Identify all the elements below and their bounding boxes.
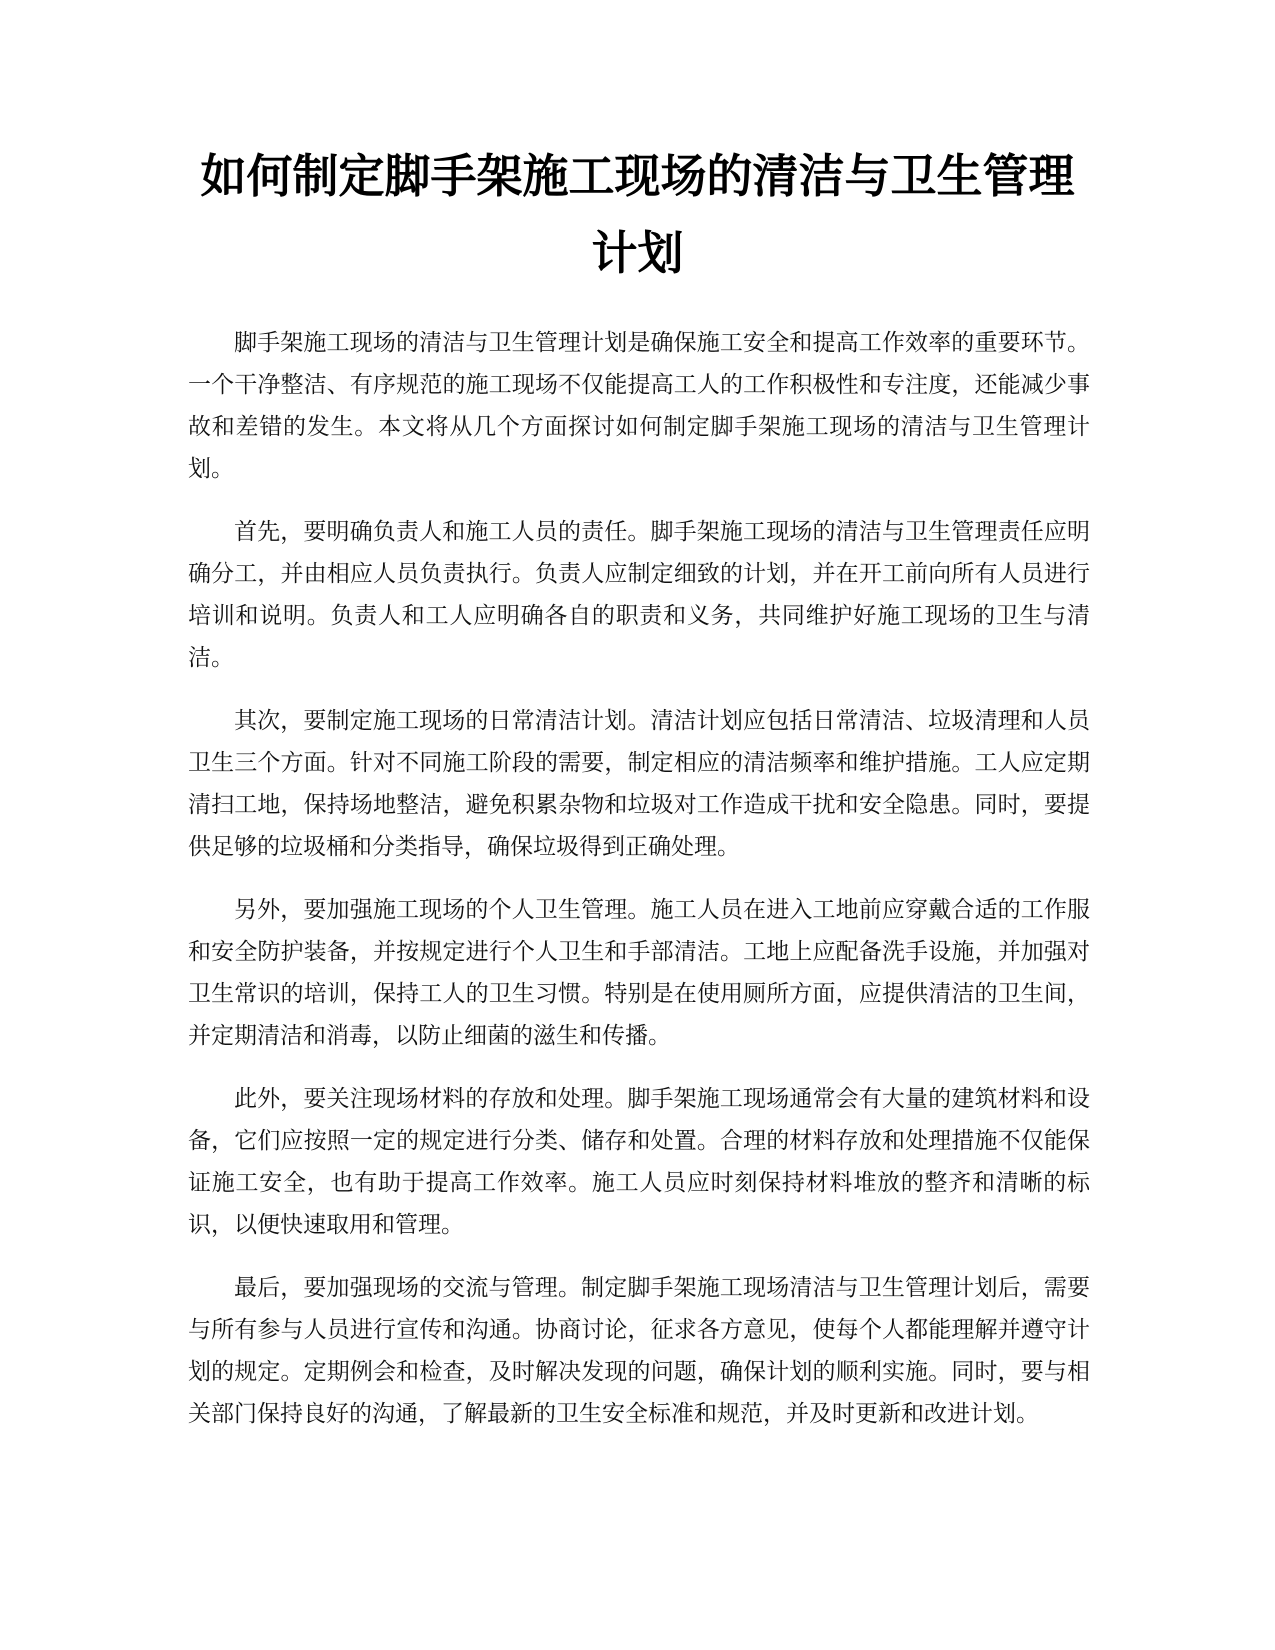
- document-body: [188, 322, 1090, 1456]
- paragraph-communication: 最后，要加强现场的交流与管理。制定脚手架施工现场清洁与卫生管理计划后，需要与所有参与人员进行宣传和沟通。协商讨论，征求各方意见，使每个人都能理解并遵守计划的规定。定期例会和检查，及时解决发现的问题，确保计划的顺利实施。同时，要与相关部门保持良好的沟通，了解最新的卫生安全标准和规范，并及时更新和改进计划。: [188, 1275, 1090, 1427]
- document-title: 如何制定脚手架施工现场的清洁与卫生管理计划: [200, 149, 1075, 280]
- paragraph-responsibility: 首先，要明确负责人和施工人员的责任。脚手架施工现场的清洁与卫生管理责任应明确分工，并由相应人员负责执行。负责人应制定细致的计划，并在开工前向所有人员进行培训和说明。负责人和工人应明确各自的职责和义务，共同维护好施工现场的卫生与清洁。: [188, 519, 1090, 671]
- paragraph-intro: 脚手架施工现场的清洁与卫生管理计划是确保施工安全和提高工作效率的重要环节。一个干净整洁、有序规范的施工现场不仅能提高工人的工作积极性和专注度，还能减少事故和差错的发生。本文将从几个方面探讨如何制定脚手架施工现场的清洁与卫生管理计划。: [188, 330, 1090, 482]
- paragraph-materials: 此外，要关注现场材料的存放和处理。脚手架施工现场通常会有大量的建筑材料和设备，它们应按照一定的规定进行分类、储存和处置。合理的材料存放和处理措施不仅能保证施工安全，也有助于提高工作效率。施工人员应时刻保持材料堆放的整齐和清晰的标识，以便快速取用和管理。: [188, 1086, 1090, 1238]
- paragraph-daily-cleaning: 其次，要制定施工现场的日常清洁计划。清洁计划应包括日常清洁、垃圾清理和人员卫生三个方面。针对不同施工阶段的需要，制定相应的清洁频率和维护措施。工人应定期清扫工地，保持场地整洁，避免积累杂物和垃圾对工作造成干扰和安全隐患。同时，要提供足够的垃圾桶和分类指导，确保垃圾得到正确处理。: [188, 708, 1090, 860]
- paragraph-personal-hygiene: 另外，要加强施工现场的个人卫生管理。施工人员在进入工地前应穿戴合适的工作服和安全防护装备，并按规定进行个人卫生和手部清洁。工地上应配备洗手设施，并加强对卫生常识的培训，保持工人的卫生习惯。特别是在使用厕所方面，应提供清洁的卫生间，并定期清洁和消毒，以防止细菌的滋生和传播。: [188, 897, 1090, 1049]
